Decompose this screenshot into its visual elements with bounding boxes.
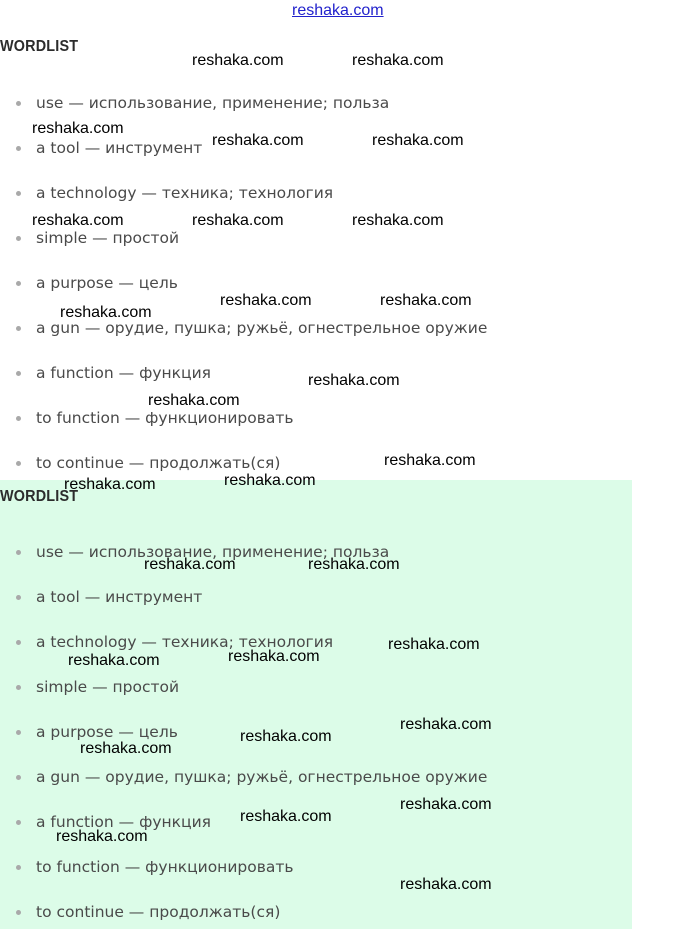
wordlist-title: WORDLIST [0,488,79,505]
list-item-text: use — использование, применение; польза [36,94,390,112]
watermark: reshaka.com [372,132,464,149]
list-item-text: a function — функция [36,364,211,382]
list-item-text: a technology — техника; технология [36,633,334,651]
watermark: reshaka.com [352,52,444,69]
watermark: reshaka.com [384,452,476,469]
list-item [0,856,632,901]
list-item-text: a gun — орудие, пушка; ружьё, огнестрельное оружие [36,768,488,786]
site-link[interactable]: reshaka.com [292,2,384,19]
wordlist-title: WORDLIST [0,38,79,55]
watermark: reshaka.com [68,652,160,669]
bullet-icon [16,550,21,555]
bullet-icon [16,416,21,421]
bullet-icon [16,820,21,825]
bullet-icon [16,326,21,331]
list-item [0,137,632,182]
watermark: reshaka.com [56,828,148,845]
list-item-text: a technology — техника; технология [36,184,334,202]
watermark: reshaka.com [400,716,492,733]
list-item-text: simple — простой [36,678,180,696]
watermark: reshaka.com [144,556,236,573]
list-item [0,586,632,631]
bullet-icon [16,910,21,915]
watermark: reshaka.com [148,392,240,409]
watermark: reshaka.com [212,132,304,149]
bullet-icon [16,595,21,600]
bullet-icon [16,640,21,645]
list-item [0,901,632,946]
watermark: reshaka.com [60,304,152,321]
list-item-text: a gun — орудие, пушка; ружьё, огнестрельное оружие [36,319,488,337]
watermark: reshaka.com [32,120,124,137]
watermark: reshaka.com [400,876,492,893]
bullet-icon [16,146,21,151]
watermark: reshaka.com [224,472,316,489]
watermark: reshaka.com [380,292,472,309]
wordlist [0,92,632,497]
watermark: reshaka.com [220,292,312,309]
watermark: reshaka.com [64,476,156,493]
list-item-text: a function — функция [36,813,211,831]
bullet-icon [16,775,21,780]
wordlist-block-1 [0,0,632,480]
list-item [0,407,632,452]
list-item-text: to continue — продолжать(ся) [36,903,281,921]
watermark: reshaka.com [240,728,332,745]
bullet-icon [16,281,21,286]
list-item [0,317,632,362]
list-item-text: a tool — инструмент [36,588,203,606]
bullet-icon [16,236,21,241]
list-item-text: a purpose — цель [36,274,178,292]
list-item-text: a purpose — цель [36,723,178,741]
list-item-text: to function — функционировать [36,409,294,427]
watermark: reshaka.com [80,740,172,757]
watermark: reshaka.com [388,636,480,653]
wordlist-block-2 [0,480,632,929]
bullet-icon [16,101,21,106]
watermark: reshaka.com [240,808,332,825]
bullet-icon [16,865,21,870]
watermark: reshaka.com [352,212,444,229]
list-item [0,227,632,272]
bullet-icon [16,371,21,376]
watermark: reshaka.com [308,556,400,573]
list-item-text: use — использование, применение; польза [36,543,390,561]
list-item [0,676,632,721]
watermark: reshaka.com [400,796,492,813]
bullet-icon [16,685,21,690]
list-item-text: to continue — продолжать(ся) [36,454,281,472]
watermark: reshaka.com [228,648,320,665]
watermark: reshaka.com [192,52,284,69]
bullet-icon [16,730,21,735]
watermark: reshaka.com [308,372,400,389]
list-item [0,766,632,811]
watermark: reshaka.com [192,212,284,229]
list-item-text: a tool — инструмент [36,139,203,157]
watermark: reshaka.com [32,212,124,229]
list-item-text: to function — функционировать [36,858,294,876]
list-item-text: simple — простой [36,229,180,247]
bullet-icon [16,191,21,196]
bullet-icon [16,461,21,466]
